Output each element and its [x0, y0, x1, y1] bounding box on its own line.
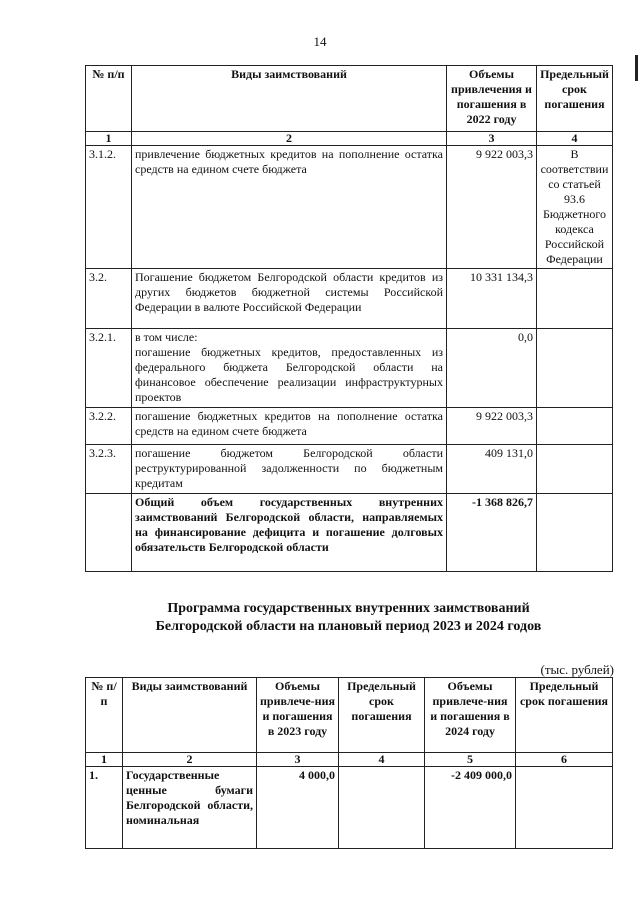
row-value: -1 368 826,7 — [447, 494, 537, 572]
row-value: 0,0 — [447, 329, 537, 408]
header-volume: Объемы привлечения и погашения в 2022 году — [447, 66, 537, 132]
page-edge-mark — [635, 55, 638, 81]
row-term — [537, 445, 613, 494]
row-value: 10 331 134,3 — [447, 269, 537, 329]
header-num: № п/п — [86, 66, 132, 132]
col-number: 6 — [516, 753, 613, 767]
row-term-2023 — [339, 767, 425, 849]
row-number: 3.2.2. — [86, 408, 132, 445]
row-value: 9 922 003,3 — [447, 146, 537, 269]
program-title-line1: Программа государственных внутренних заимствований — [167, 601, 530, 616]
units-label: (тыс. рублей) — [540, 662, 614, 677]
col-number: 1 — [86, 132, 132, 146]
table-row — [86, 269, 613, 329]
col-number: 1 — [86, 753, 123, 767]
table-row — [86, 767, 613, 849]
row-term — [537, 269, 613, 329]
table-row — [86, 408, 613, 445]
row-number: 1. — [86, 767, 123, 849]
col-number: 4 — [339, 753, 425, 767]
row-number: 3.2. — [86, 269, 132, 329]
col-number: 5 — [425, 753, 516, 767]
row-term-2024 — [516, 767, 613, 849]
row-term — [537, 494, 613, 572]
col-number: 4 — [537, 132, 613, 146]
header-term-2023: Предельный срок погашения — [339, 678, 425, 753]
row-value-2024: -2 409 000,0 — [425, 767, 516, 849]
header-term-2024: Предельный срок погашения — [516, 678, 613, 753]
table-row-total — [86, 494, 613, 572]
row-value: 9 922 003,3 — [447, 408, 537, 445]
header-type: Виды заимствований — [123, 678, 257, 753]
row-description: Государственные ценные бумаги Белгородской области, номинальная — [123, 767, 257, 849]
col-number: 2 — [123, 753, 257, 767]
row-term — [537, 408, 613, 445]
row-description: Общий объем государственных внутренних заимствований Белгородской области, направляемых на финансирование дефицита и погашение долговых обязательств Белгородской области — [132, 494, 447, 572]
table-row — [86, 146, 613, 269]
row-description: в том числе: погашение бюджетных кредитов, предоставленных из федерального бюджета Белгородской области на финансовое обеспечение реализации инфраструктурных проектов — [132, 329, 447, 408]
row-number — [86, 494, 132, 572]
row-number: 3.2.1. — [86, 329, 132, 408]
header-num: № п/п — [86, 678, 123, 753]
col-number: 3 — [447, 132, 537, 146]
row-description: привлечение бюджетных кредитов на пополнение остатка средств на едином счете бюджета — [132, 146, 447, 269]
table-row — [86, 445, 613, 494]
row-value: 409 131,0 — [447, 445, 537, 494]
header-type: Виды заимствований — [132, 66, 447, 132]
col-number: 3 — [257, 753, 339, 767]
borrowings-table-2022 — [85, 65, 613, 572]
row-description: Погашение бюджетом Белгородской области кредитов из других бюджетов бюджетной системы Российской Федерации в валюте Российской Федерации — [132, 269, 447, 329]
row-description: погашение бюджетом Белгородской области реструктурированной задолженности по бюджетным кредитам — [132, 445, 447, 494]
row-description: погашение бюджетных кредитов на пополнение остатка средств на едином счете бюджета — [132, 408, 447, 445]
row-value-2023: 4 000,0 — [257, 767, 339, 849]
col-number: 2 — [132, 132, 447, 146]
header-volume-2024: Объемы привлече-ния и погашения в 2024 году — [425, 678, 516, 753]
table-row — [86, 329, 613, 408]
header-term: Предельный срок погашения — [537, 66, 613, 132]
row-term: В соответствии со статьей 93.6 Бюджетного кодекса Российской Федерации — [537, 146, 613, 269]
borrowings-table-2023-2024 — [85, 677, 613, 849]
program-title-line2: Белгородской области на плановый период 2023 и 2024 годов — [155, 619, 542, 634]
row-term — [537, 329, 613, 408]
page-number: 14 — [313, 34, 327, 49]
row-number: 3.2.3. — [86, 445, 132, 494]
header-volume-2023: Объемы привлече-ния и погашения в 2023 году — [257, 678, 339, 753]
row-number: 3.1.2. — [86, 146, 132, 269]
